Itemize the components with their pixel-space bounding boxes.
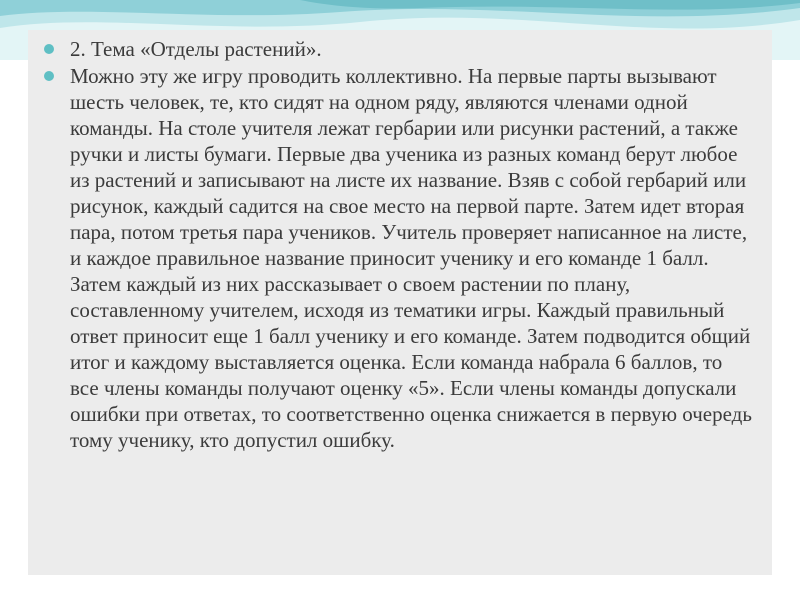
bullet-item-topic xyxy=(42,36,752,62)
bullet-item-description xyxy=(42,63,752,453)
bullet-list xyxy=(42,36,752,453)
bullet-text: 2. Тема «Отделы растений». xyxy=(70,37,322,61)
bullet-text: Можно эту же игру проводить коллективно. На первые парты вызывают шесть человек, те, кто сидят на одном ряду, являются членами одной команды. На столе учителя лежат гербарии или рисунки растений, а также ручки и листы бумаги. Первые два ученика из разных команд берут любое из растений и записывают на листе их название. Взяв с собой гербарий или рисунок, каждый садится на свое место на первой парте. Затем идет вторая пара, потом третья пара учеников. Учитель проверяет написанное на листе, и каждое правильное название приносит ученику и его команде 1 балл. Затем каждый из них рассказывает о своем растении по плану, составленному учителем, исходя из тематики игры. Каждый правильный ответ приносит еще 1 балл ученику и его команде. Затем подводится общий итог и каждому выставляется оценка. Если команда набрала 6 баллов, то все члены команды получают оценку «5». Если члены команды допускали ошибки при ответах, то соответственно оценка снижается в первую очередь тому ученику, кто допустил ошибку. xyxy=(70,64,752,452)
bullet-dot-icon xyxy=(44,44,54,54)
bullet-dot-icon xyxy=(44,71,54,81)
